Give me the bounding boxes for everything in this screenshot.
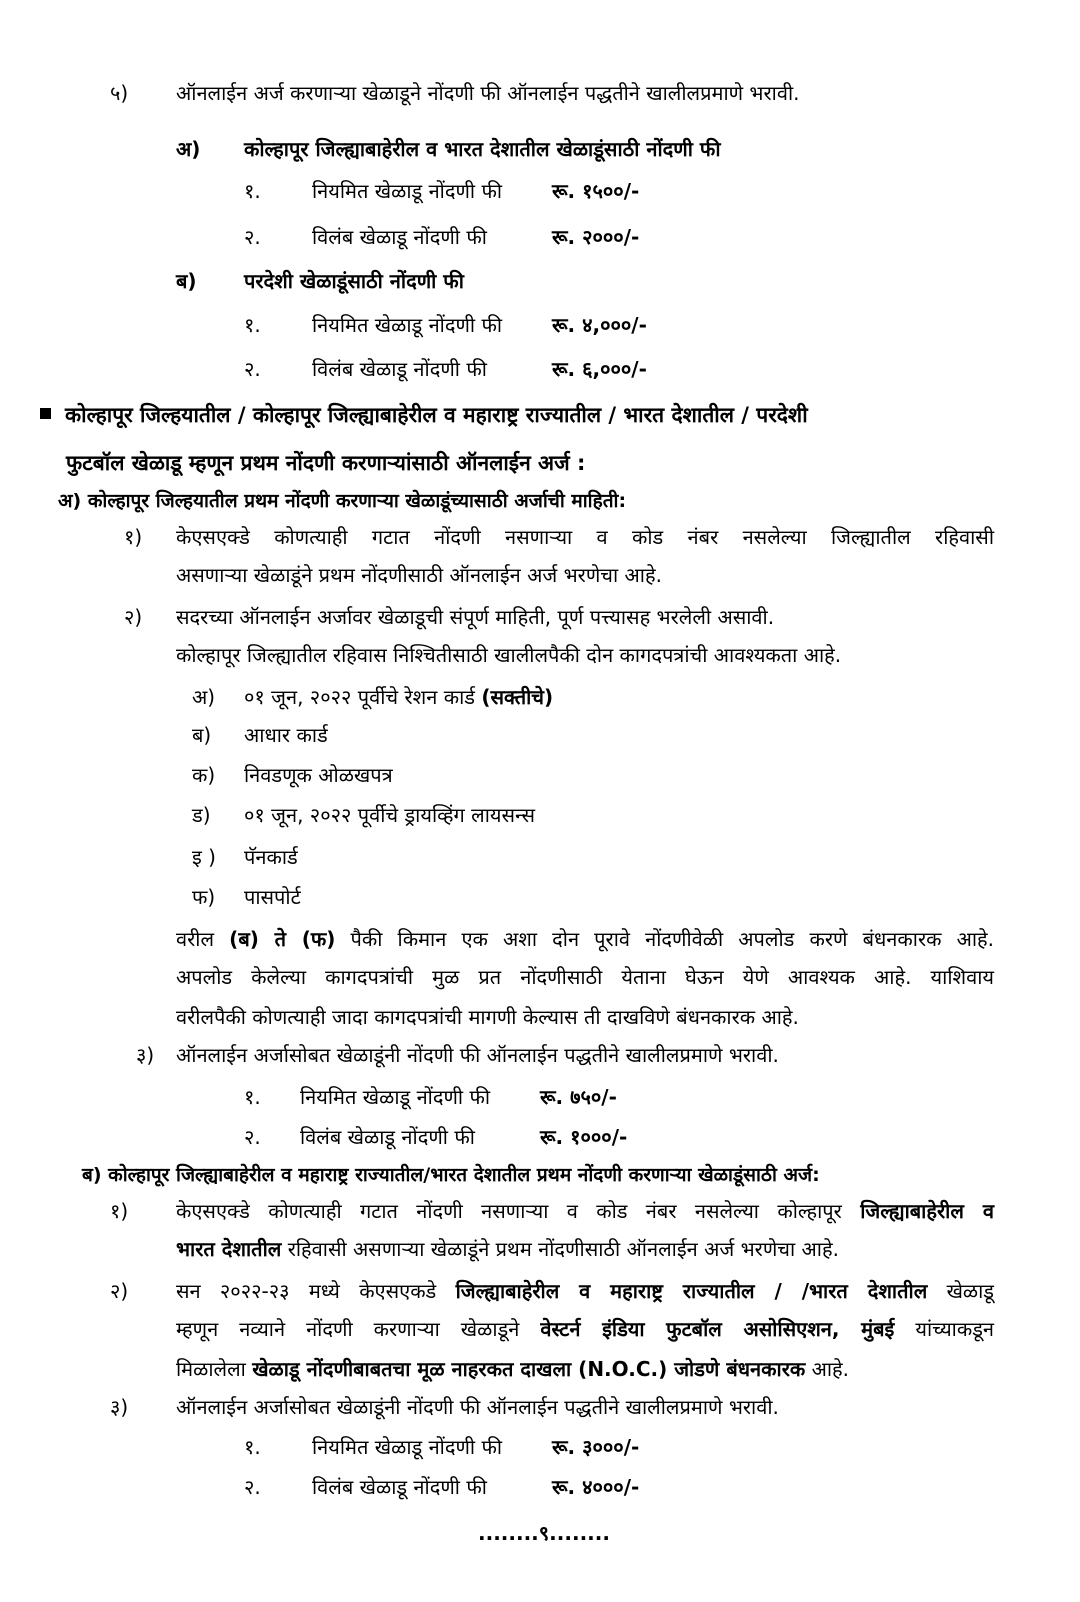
part-a-item-1-line-1: केएसएक्डे कोणत्याही गटात नोंदणी नसणाऱ्या व कोड नंबर नसलेल्या जिल्ह्यातील रहिवासी bbox=[176, 525, 994, 549]
part-a-item-2-number: २) bbox=[124, 605, 143, 629]
part-b-item-3-text: ऑनलाईन अर्जासोबत खेळाडूंनी नोंदणी फी ऑनलाईन पद्धतीने खालीलप्रमाणे भरावी. bbox=[176, 1395, 779, 1419]
part-a-item-3-text: ऑनलाईन अर्जासोबत खेळाडूंनी नोंदणी फी ऑनलाईन पद्धतीने खालीलप्रमाणे भरावी. bbox=[176, 1043, 779, 1067]
point-5-number: ५) bbox=[110, 81, 129, 105]
fee-item-number: १. bbox=[244, 313, 261, 337]
fee-item-label: नियमित खेळाडू नोंदणी फी bbox=[312, 313, 503, 337]
fee-item-number: १. bbox=[244, 179, 261, 203]
text-run: केएसएक्डे कोणत्याही गटात नोंदणी नसणाऱ्या व कोड नंबर नसलेल्या कोल्हापूर bbox=[176, 1199, 842, 1223]
text-run: म्हणून नव्याने नोंदणी करणाऱ्या खेळाडूने bbox=[176, 1317, 520, 1341]
fee-item-number: २. bbox=[244, 1475, 261, 1499]
part-a-item-1-number: १) bbox=[124, 525, 143, 549]
fee-item-amount: रू. ७५०/- bbox=[540, 1085, 617, 1109]
bold-run: वेस्टर्न इंडिया फुटबॉल असोसिएशन, मुंबई bbox=[540, 1317, 895, 1341]
upload-note-line-3: वरीलपैकी कोणत्याही जादा कागदपत्रांची मागणी केल्यास ती दाखविणे बंधनकारक आहे. bbox=[176, 1005, 799, 1029]
part-b-item-2-line-2 bbox=[176, 1314, 994, 1344]
text-run: रहिवासी असणाऱ्या खेळाडूंने प्रथम नोंदणीसाठी ऑनलाईन अर्ज भरणेचा आहे. bbox=[287, 1237, 839, 1261]
bold-run: भारत देशातील bbox=[176, 1237, 282, 1261]
part-b-item-2-number: २) bbox=[110, 1279, 129, 1303]
part-a-item-2-line-1: सदरच्या ऑनलाईन अर्जावर खेळाडूची संपूर्ण माहिती, पूर्ण पत्त्यासह भरलेली असावी. bbox=[176, 605, 775, 629]
doc-list-item-text: ०१ जून, २०२२ पूर्वीचे ड्रायव्हिंग लायसन्स bbox=[244, 803, 535, 827]
doc-list-item-text: आधार कार्ड bbox=[244, 723, 328, 747]
part-b-item-1-line-2 bbox=[176, 1234, 839, 1264]
upload-note-line-1 bbox=[176, 924, 994, 954]
bold-run: जिल्ह्याबाहेरील व महाराष्ट्र राज्यातील / /भारत देशातील bbox=[455, 1279, 928, 1303]
bold-run: खेळाडू नोंदणीबाबतचा मूळ नाहरकत दाखला (N.O.C.) जोडणे बंधनकारक bbox=[252, 1357, 806, 1381]
fee-item-amount: रू. २०००/- bbox=[552, 225, 640, 249]
part-b-item-2-line-1 bbox=[176, 1276, 994, 1306]
part-a-title: अ) कोल्हापूर जिल्हयातील प्रथम नोंदणी करणाऱ्या खेळाडूंच्यासाठी अर्जाची माहिती: bbox=[58, 490, 627, 512]
fee-group-a-title: कोल्हापूर जिल्ह्याबाहेरील व भारत देशातील खेळाडूंसाठी नोंदणी फी bbox=[244, 137, 721, 161]
doc-list-item-text: निवडणूक ओळखपत्र bbox=[244, 763, 393, 787]
fee-item-label: नियमित खेळाडू नोंदणी फी bbox=[312, 1435, 503, 1459]
doc-list-item-text: पासपोर्ट bbox=[244, 885, 301, 909]
part-a-item-3-number: ३) bbox=[136, 1043, 155, 1067]
doc-list-key: इ ) bbox=[192, 845, 216, 869]
fee-item-label: विलंब खेळाडू नोंदणी फी bbox=[312, 225, 487, 249]
fee-item-number: २. bbox=[244, 357, 261, 381]
fee-item-label: विलंब खेळाडू नोंदणी फी bbox=[312, 1475, 487, 1499]
text-run: यांच्याकडून bbox=[915, 1317, 995, 1341]
text-run: खेळाडू bbox=[946, 1279, 995, 1303]
square-bullet-icon bbox=[40, 408, 51, 419]
fee-item-number: १. bbox=[244, 1435, 261, 1459]
fee-item-amount: रू. ३०००/- bbox=[552, 1435, 640, 1459]
upload-note-pre: वरील bbox=[176, 927, 215, 951]
fee-group-a-label: अ) bbox=[176, 137, 201, 161]
part-b-item-1-number: १) bbox=[110, 1199, 129, 1223]
part-b-item-2-line-3 bbox=[176, 1354, 849, 1384]
section-heading bbox=[40, 400, 808, 430]
part-b-title: ब) कोल्हापूर जिल्ह्याबाहेरील व महाराष्ट्र राज्यातील/भारत देशातील प्रथम नोंदणी करणाऱ्या खेळाडूंसाठी अर्ज: bbox=[82, 1164, 820, 1186]
fee-group-b-title: परदेशी खेळाडूंसाठी नोंदणी फी bbox=[244, 269, 464, 293]
bold-run: जिल्ह्याबाहेरील व bbox=[860, 1199, 994, 1223]
doc-list-item-text: ०१ जून, २०२२ पूर्वीचे रेशन कार्ड bbox=[244, 685, 475, 709]
doc-list-key: ब) bbox=[192, 723, 212, 747]
upload-note-line-2: अपलोड केलेल्या कागदपत्रांची मुळ प्रत नोंदणीसाठी येताना घेऊन येणे आवश्यक आहे. याशिवाय bbox=[176, 965, 994, 989]
upload-note-range: (ब) ते (फ) bbox=[229, 927, 336, 951]
fee-item-number: १. bbox=[244, 1085, 261, 1109]
fee-item-amount: रू. ४०००/- bbox=[552, 1475, 640, 1499]
upload-note-post: पैकी किमान एक अशा दोन पूरावे नोंदणीवेळी अपलोड करणे बंधनकारक आहे. bbox=[350, 927, 995, 951]
fee-item-amount: रू. १५००/- bbox=[552, 179, 640, 203]
fee-item-amount: रू. ४,०००/- bbox=[552, 313, 647, 337]
doc-list-item bbox=[244, 682, 553, 712]
text-run: सन २०२२-२३ मध्ये केएसएकडे bbox=[176, 1279, 437, 1303]
section-heading-line-2: फुटबॉल खेळाडू म्हणून प्रथम नोंदणी करणाऱ्यांसाठी ऑनलाईन अर्ज : bbox=[66, 451, 586, 475]
doc-list-item-text: पॅनकार्ड bbox=[244, 845, 298, 869]
point-5-text: ऑनलाईन अर्ज करणाऱ्या खेळाडूने नोंदणी फी ऑनलाईन पद्धतीने खालीलप्रमाणे भरावी. bbox=[176, 81, 800, 105]
fee-item-amount: रू. १०००/- bbox=[540, 1125, 628, 1149]
fee-item-label: नियमित खेळाडू नोंदणी फी bbox=[312, 179, 503, 203]
part-b-item-1-line-1 bbox=[176, 1196, 994, 1226]
section-heading-line-1: कोल्हापूर जिल्हयातील / कोल्हापूर जिल्ह्याबाहेरील व महाराष्ट्र राज्यातील / भारत देशातील / परदेशी bbox=[65, 403, 808, 427]
page-number-marker: ........९........ bbox=[478, 1521, 610, 1545]
text-run: मिळालेला bbox=[176, 1357, 246, 1381]
part-a-item-2-line-2: कोल्हापूर जिल्ह्यातील रहिवास निश्चितीसाठी खालीलपैकी दोन कागदपत्रांची आवश्यकता आहे. bbox=[176, 643, 842, 667]
doc-list-key: फ) bbox=[192, 885, 216, 909]
fee-item-amount: रू. ६,०००/- bbox=[552, 357, 647, 381]
text-run: आहे. bbox=[811, 1357, 850, 1381]
fee-item-label: विलंब खेळाडू नोंदणी फी bbox=[300, 1125, 475, 1149]
part-a-item-1-line-2: असणाऱ्या खेळाडूंने प्रथम नोंदणीसाठी ऑनलाईन अर्ज भरणेचा आहे. bbox=[176, 563, 662, 587]
fee-item-label: नियमित खेळाडू नोंदणी फी bbox=[300, 1085, 491, 1109]
fee-item-number: २. bbox=[244, 225, 261, 249]
doc-list-key: क) bbox=[192, 763, 216, 787]
fee-item-label: विलंब खेळाडू नोंदणी फी bbox=[312, 357, 487, 381]
mandatory-note: (सक्तीचे) bbox=[481, 685, 554, 709]
part-b-item-3-number: ३) bbox=[110, 1395, 129, 1419]
doc-list-key: अ) bbox=[192, 685, 216, 709]
doc-list-key: ड) bbox=[192, 803, 211, 827]
fee-group-b-label: ब) bbox=[176, 269, 197, 293]
fee-item-number: २. bbox=[244, 1125, 261, 1149]
